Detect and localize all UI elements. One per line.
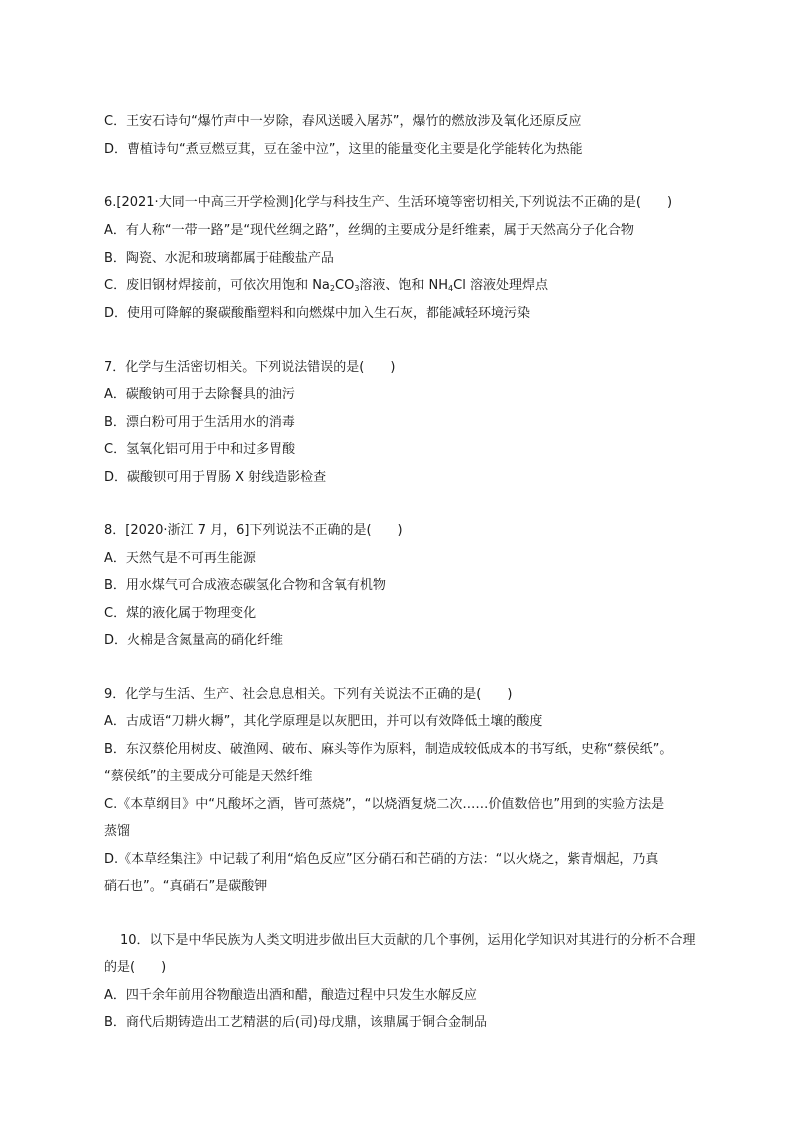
question-9-option-d-cont: 硝石也”。“真硝石”是碳酸钾 — [104, 879, 268, 894]
subscript-2: 2 — [329, 284, 335, 293]
question-6-option-b: B．陶瓷、水泥和玻璃都属于硅酸盐产品 — [104, 251, 334, 266]
question-9-stem: 9．化学与生活、生产、社会息息相关。下列有关说法不正确的是( ) — [104, 687, 513, 702]
question-10-stem: 10．以下是中华民族为人类文明进步做出巨大贡献的几个事例，运用化学知识对其进行的分析不合理 — [120, 933, 696, 948]
question-8-stem: 8．[2020·浙江 7 月，6]下列说法不正确的是( ) — [104, 523, 403, 538]
option-d-caozhi: D．曹植诗句“煮豆燃豆萁，豆在釜中泣”，这里的能量变化主要是化学能转化为热能 — [104, 142, 583, 157]
question-9-option-d: D.《本草经集注》中记载了利用“焰色反应”区分硝石和芒硝的方法：“以火烧之，紫青烟起，乃真 — [104, 852, 659, 867]
question-7-option-a: A．碳酸钠可用于去除餐具的油污 — [104, 387, 295, 402]
question-6-option-d: D．使用可降解的聚碳酸酯塑料和向燃煤中加入生石灰，都能减轻环境污染 — [104, 306, 531, 321]
question-8-option-a: A．天然气是不可再生能源 — [104, 551, 256, 566]
question-8-option-d: D．火棉是含氮量高的硝化纤维 — [104, 633, 284, 648]
question-7-stem: 7．化学与生活密切相关。下列说法错误的是( ) — [104, 360, 396, 375]
question-10-option-b: B．商代后期铸造出工艺精湛的后(司)母戊鼎，该鼎属于铜合金制品 — [104, 1015, 488, 1030]
option-c-text-4: Cl 溶液处理焊点 — [453, 278, 548, 293]
option-c-wanganshi: C．王安石诗句“爆竹声中一岁除，春风送暖入屠苏”，爆竹的燃放涉及氧化还原反应 — [104, 114, 582, 129]
question-6-option-a: A．有人称“一带一路”是“现代丝绸之路”，丝绸的主要成分是纤维素，属于天然高分子化合物 — [104, 223, 634, 238]
question-8-option-c: C．煤的液化属于物理变化 — [104, 606, 257, 621]
question-6-stem: 6.[2021·大同一中高三开学检测]化学与科技生产、生活环境等密切相关,下列说法不正确的是( ) — [104, 195, 673, 210]
question-10-option-a: A．四千余年前用谷物酿造出酒和醋，酿造过程中只发生水解反应 — [104, 988, 477, 1003]
option-c-text-1: C．废旧钢材焊接前，可依次用饱和 Na — [104, 278, 330, 293]
subscript-4: 4 — [448, 284, 454, 293]
question-9-option-b: B．东汉蔡伦用树皮、破渔网、破布、麻头等作为原料，制造成较低成本的书写纸，史称“蔡侯纸”。 — [104, 742, 673, 757]
question-6-option-c — [104, 277, 548, 298]
question-7-option-b: B．漂白粉可用于生活用水的消毒 — [104, 415, 295, 430]
question-7-option-c: C．氢氧化铝可用于中和过多胃酸 — [104, 442, 296, 457]
option-c-text-3: 溶液、饱和 NH — [359, 278, 449, 293]
question-10-stem-cont: 的是( ) — [104, 960, 167, 975]
question-7-option-d: D．碳酸钡可用于胃肠 X 射线造影检查 — [104, 470, 327, 485]
question-9-option-a: A．古成语“刀耕火耨”，其化学原理是以灰肥田，并可以有效降低土壤的酸度 — [104, 714, 543, 729]
question-9-option-c-cont: 蒸馏 — [104, 824, 131, 839]
option-c-text-2: CO — [335, 278, 355, 293]
question-9-option-b-cont: “蔡侯纸”的主要成分可能是天然纤维 — [104, 769, 313, 784]
subscript-3: 3 — [354, 284, 360, 293]
question-8-option-b: B．用水煤气可合成液态碳氢化合物和含氧有机物 — [104, 578, 386, 593]
question-9-option-c: C.《本草纲目》中“凡酸坏之酒，皆可蒸烧”，“以烧酒复烧二次……价值数倍也”用到的实验方法是 — [104, 797, 665, 812]
